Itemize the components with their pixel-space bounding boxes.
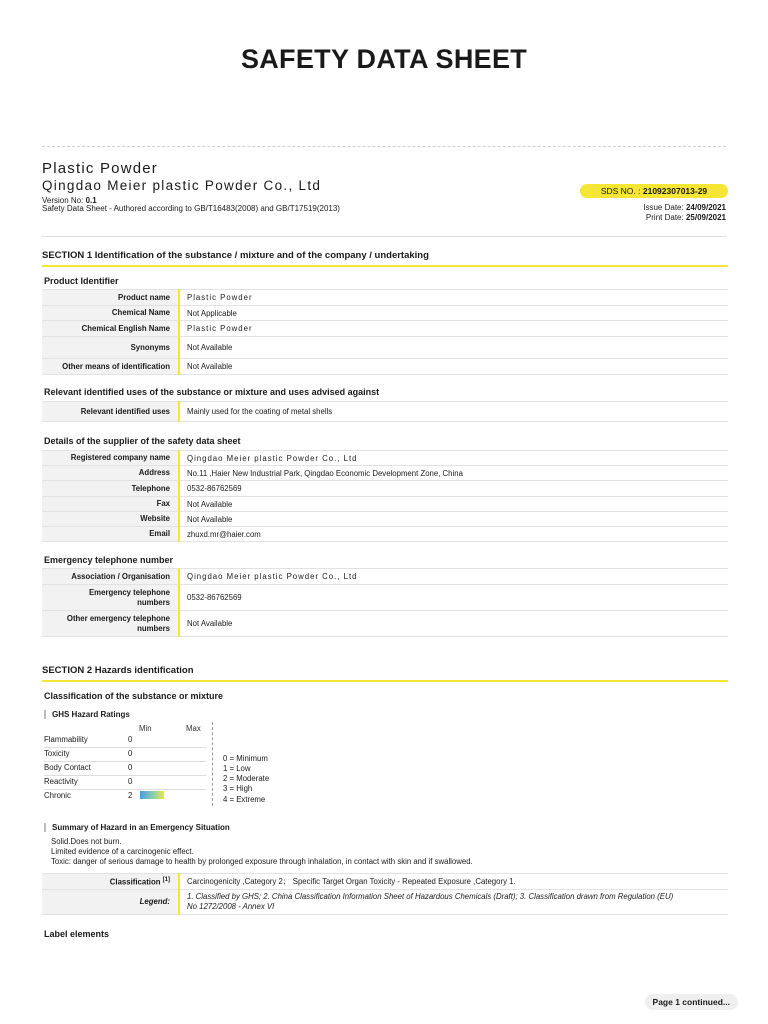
- issue-date-label: Issue Date:: [643, 203, 684, 212]
- table-value: [179, 890, 728, 915]
- table-row: [42, 402, 728, 422]
- emergency-heading: Emergency telephone number: [44, 555, 174, 565]
- label-elements-heading: Label elements: [44, 929, 110, 939]
- classification-key: Classification: [109, 877, 161, 887]
- chronic-rating-bar: [140, 791, 164, 799]
- table-value: 0532-86762569: [179, 585, 728, 611]
- table-row: [42, 290, 728, 306]
- ghs-row-name: Body Contact: [44, 763, 91, 772]
- product-identifier-table: [42, 289, 728, 375]
- table-value: Not Available: [179, 512, 728, 527]
- table-value: Not Available: [179, 497, 728, 512]
- ghs-row-value: 0: [128, 735, 133, 744]
- ghs-row-toxicity: [44, 748, 206, 762]
- ghs-row-reactivity: [44, 776, 206, 790]
- table-key: Other means of identification: [42, 359, 179, 375]
- ghs-row-value: 2: [128, 791, 133, 800]
- hazard-summary-line: Solid.Does not burn.: [51, 837, 122, 846]
- table-value: Qingdao Meier plastic Powder Co., Ltd: [179, 569, 728, 585]
- ghs-row-body-contact: [44, 762, 206, 776]
- table-key: Telephone: [42, 481, 179, 497]
- table-row: [42, 512, 728, 527]
- table-row: [42, 481, 728, 497]
- table-row: [42, 466, 728, 481]
- section2-heading: SECTION 2 Hazards identification: [42, 665, 728, 682]
- table-row: [42, 569, 728, 585]
- hazard-summary-line: Toxic: danger of serious damage to health by prolonged exposure through inhalation, in contact with skin and if swallowed.: [51, 857, 473, 866]
- table-key-line1: Other emergency telephone: [66, 613, 170, 623]
- table-key: Registered company name: [42, 451, 179, 466]
- table-key: Address: [42, 466, 179, 481]
- ghs-row-value: 0: [128, 777, 133, 786]
- hazard-summary-line: Limited evidence of a carcinogenic effect.: [51, 847, 194, 856]
- document-title: SAFETY DATA SHEET: [240, 44, 528, 74]
- ghs-row-flammability: [44, 734, 206, 748]
- table-row: [42, 321, 728, 337]
- table-value: Not Applicable: [179, 306, 728, 321]
- table-key: Legend:: [42, 890, 179, 915]
- uses-table: [42, 401, 728, 422]
- table-key: Association / Organisation: [42, 569, 179, 585]
- version-label: Version No:: [42, 196, 84, 205]
- ghs-legend-divider: [212, 722, 213, 806]
- ghs-row-chronic: [44, 790, 206, 803]
- ghs-row-value: 0: [128, 763, 133, 772]
- table-row: [42, 337, 728, 359]
- supplier-heading: Details of the supplier of the safety data sheet: [44, 436, 241, 446]
- company-title: Qingdao Meier plastic Powder Co., Ltd: [42, 178, 322, 193]
- table-value: Mainly used for the coating of metal shells: [179, 402, 728, 422]
- header-bottom-rule: [42, 236, 726, 237]
- legend-line1: 1. Classified by GHS; 2. China Classification Information Sheet of Hazardous Chemicals (Draft); 3. Classification drawn from Regulation (EU): [187, 892, 674, 901]
- product-title: Plastic Powder: [42, 160, 159, 177]
- ghs-legend-item: 3 = High: [223, 784, 253, 793]
- section1-heading: SECTION 1 Identification of the substance / mixture and of the company / undertaking: [42, 250, 728, 267]
- header-divider: [42, 146, 726, 147]
- table-row: [42, 359, 728, 375]
- print-date-label: Print Date:: [645, 213, 684, 222]
- issue-date-value: 24/09/2021: [685, 203, 726, 212]
- table-key: Chemical Name: [42, 306, 179, 321]
- table-value: Not Available: [179, 359, 728, 375]
- sds-number-label: SDS NO. :: [600, 186, 641, 196]
- table-value: Not Available: [179, 611, 728, 637]
- table-row: [42, 585, 728, 611]
- issue-date: [643, 203, 726, 212]
- version-value: 0.1: [85, 196, 97, 205]
- uses-heading: Relevant identified uses of the substance or mixture and uses advised against: [44, 387, 380, 397]
- ghs-row-name: Flammability: [44, 735, 88, 744]
- table-key: [42, 611, 179, 637]
- table-value: Not Available: [179, 337, 728, 359]
- table-row: [42, 890, 728, 915]
- table-row: [42, 451, 728, 466]
- table-key: [42, 874, 179, 890]
- table-row: [42, 611, 728, 637]
- ghs-max-label: Max: [186, 724, 201, 733]
- table-value: Plastic Powder: [179, 290, 728, 306]
- table-key: Synonyms: [42, 337, 179, 359]
- table-key: Email: [42, 527, 179, 542]
- table-key: Product name: [42, 290, 179, 306]
- table-value: Qingdao Meier plastic Powder Co., Ltd: [179, 451, 728, 466]
- table-value: 0532-86762569: [179, 481, 728, 497]
- table-key: Website: [42, 512, 179, 527]
- page-footer: Page 1 continued...: [645, 994, 738, 1010]
- hazard-summary-label: Summary of Hazard in an Emergency Situation: [44, 823, 230, 832]
- ghs-legend-item: 2 = Moderate: [223, 774, 270, 783]
- ghs-row-name: Toxicity: [44, 749, 70, 758]
- table-key-line2: numbers: [137, 623, 170, 633]
- emergency-table: [42, 568, 728, 637]
- ghs-legend-item: 0 = Minimum: [223, 754, 268, 763]
- table-key: Relevant identified uses: [42, 402, 179, 422]
- table-row: [42, 527, 728, 542]
- table-value: Carcinogenicity ,Category 2； Specific Target Organ Toxicity - Repeated Exposure ,Category 1.: [179, 874, 728, 890]
- table-key-line2: numbers: [137, 597, 170, 607]
- product-identifier-heading: Product Identifier: [44, 276, 119, 286]
- table-row: [42, 497, 728, 512]
- table-key: [42, 585, 179, 611]
- table-key: Fax: [42, 497, 179, 512]
- authored-line: Safety Data Sheet - Authored according to GB/T16483(2008) and GB/T17519(2013): [42, 204, 340, 213]
- sds-number-value: 21092307013-29: [642, 186, 708, 196]
- sds-number-badge: [580, 184, 728, 198]
- classification-footnote: [1]: [162, 877, 170, 884]
- ghs-min-label: Min: [139, 724, 152, 733]
- table-value: zhuxd.mr@haier.com: [179, 527, 728, 542]
- table-key-line1: Emergency telephone: [88, 587, 170, 597]
- classification-table: [42, 873, 728, 915]
- classification-heading: Classification of the substance or mixture: [44, 691, 224, 701]
- legend-line2: No 1272/2008 - Annex VI: [187, 902, 275, 911]
- ghs-ratings-label: GHS Hazard Ratings: [44, 710, 130, 719]
- ghs-row-name: Chronic: [44, 791, 71, 800]
- supplier-table: [42, 450, 728, 542]
- print-date-value: 25/09/2021: [685, 213, 726, 222]
- ghs-row-value: 0: [128, 749, 133, 758]
- table-row: [42, 306, 728, 321]
- ghs-legend-item: 1 = Low: [223, 764, 251, 773]
- ghs-legend-item: 4 = Extreme: [223, 795, 266, 804]
- table-row: [42, 874, 728, 890]
- table-key: Chemical English Name: [42, 321, 179, 337]
- ghs-row-name: Reactivity: [44, 777, 78, 786]
- table-value: No.11 ,Haier New Industrial Park, Qingdao Economic Development Zone, China: [179, 466, 728, 481]
- table-value: Plastic Powder: [179, 321, 728, 337]
- print-date: [646, 213, 726, 222]
